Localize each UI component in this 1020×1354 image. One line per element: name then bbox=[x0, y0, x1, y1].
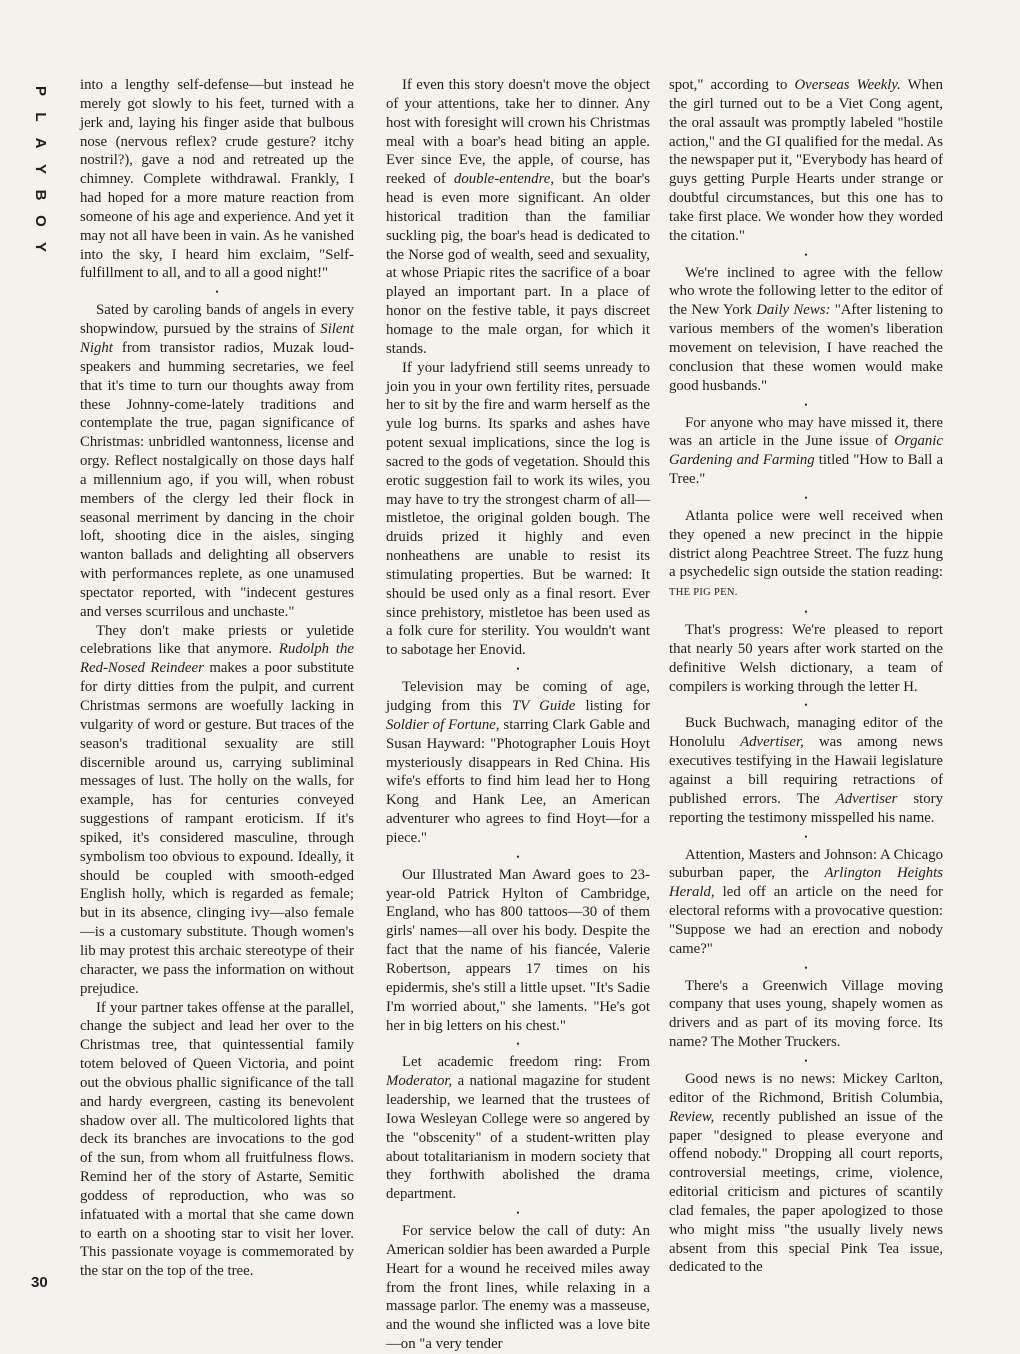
text: We're inclined to agree with the fellow who wrote the following letter to the editor of the New York bbox=[669, 264, 943, 319]
term-italic: double-entendre, bbox=[453, 171, 555, 188]
text: If even this story doesn't move the object of your attentions, take her to dinner. Any host with foresight will crown his Christmas meal with a boar's head biting an apple. Ever since Eve, the apple, of course, has reeked of bbox=[386, 77, 650, 188]
paragraph bbox=[669, 507, 943, 603]
text: was among news executives testifying in the Hawaii legislature against a bill requiring retractions of published errors. The bbox=[669, 734, 943, 807]
separator-bullet: • bbox=[804, 831, 808, 842]
masthead-letter: Y bbox=[32, 163, 49, 174]
text: Sated by caroling bands of angels in every shopwindow, pursued by the strains of bbox=[80, 302, 354, 338]
masthead-letter: L bbox=[32, 112, 49, 122]
separator-bullet: • bbox=[804, 700, 808, 711]
separator-bullet: • bbox=[804, 962, 808, 973]
paragraph bbox=[386, 1053, 650, 1204]
paragraph bbox=[669, 264, 943, 396]
separator-bullet: • bbox=[516, 851, 520, 862]
page-number: 30 bbox=[31, 1274, 48, 1291]
paragraph bbox=[386, 76, 650, 359]
text: but the boar's head is even more significant. An older historical tradition than the familiar suckling pig, the boar's head is dedicated to the Norse god of wealth, seed and sexuality, at whose Priapic rites the sacrifice of a boar played an important part. In a place of honor on the festive table, it pays discreet homage to the male organ, for which it stands. bbox=[386, 171, 650, 357]
text: Television may be coming of age, judging from this bbox=[386, 679, 650, 714]
title-italic: Rudolph the Red-Nosed Reindeer bbox=[80, 641, 354, 677]
column-3 bbox=[669, 76, 943, 1306]
title-italic: Organic Gardening and Farming bbox=[669, 433, 943, 469]
text: listing for bbox=[575, 698, 650, 714]
paragraph: into a lengthy self-defense—but instead he merely got slowly to his feet, turned with a jerk and, laying his finger aside that bulbous nose (nervous reflex? crude gesture? itchy nostril?), gave a nod and retreated up the chimney. Complete withdrawal. Frankly, I had hoped for a more mature reaction from someone of his age and experience. And yet it may not all have been in vain. As he vanished into the sky, I heard him exclaim, "Self-fulfillment to all, and to all a good night!" bbox=[80, 77, 354, 282]
title-italic: Daily News: bbox=[756, 302, 831, 319]
title-italic: TV Guide bbox=[511, 698, 576, 714]
separator-bullet: • bbox=[215, 287, 219, 298]
paragraph bbox=[669, 714, 943, 827]
separator-bullet: • bbox=[516, 1208, 520, 1219]
text: They don't make priests or yuletide celebrations like that anymore. bbox=[80, 622, 354, 658]
title-italic: Overseas Weekly. bbox=[794, 77, 901, 93]
title-italic: Advertiser, bbox=[740, 734, 804, 751]
text: For anyone who may have missed it, there was an article in the June issue of bbox=[669, 414, 943, 450]
separator-bullet: • bbox=[516, 1039, 520, 1050]
text: recently published an issue of the paper "designed to please everyone and offend nobody." Dropping all court reports, controversial meetings, crime, violence, editorial criticism and pictures of scantily clad females, the paper apologized to those who might miss "the usually lively news absent from this special Pink Tea issue, dedicated to the bbox=[669, 1108, 943, 1276]
text: spot," according to bbox=[669, 77, 795, 93]
title-italic: Advertiser bbox=[835, 790, 898, 807]
text: story reporting the testimony misspelled his name. bbox=[669, 790, 943, 826]
masthead-letter: P bbox=[32, 85, 49, 96]
masthead-letter: B bbox=[32, 189, 49, 201]
title-italic: Silent Night bbox=[80, 321, 354, 356]
masthead-playboy bbox=[27, 78, 53, 260]
title-italic: Moderator, bbox=[386, 1073, 453, 1090]
text: from transistor radios, Muzak loud-speakers and humming secretaries, we feel that it's time to turn our thoughts away from these Johnny-come-lately traditions and contemplate the true, pagan significance of Christmas: unbridled wantonness, license and orgy. Reflect nostalgically on those days half a millennium ago, if you will, when robust members of the clergy led their flock in seasonal merriment by dancing in the choir loft, shooting dice in the aisles, singing wanton ballads and delighting all observers with performances replete, as one unamused spectator reported, with "indecent gestures and verses scurrilous and unchaste." bbox=[80, 339, 354, 620]
separator-bullet: • bbox=[804, 607, 808, 618]
paragraph bbox=[669, 76, 943, 246]
masthead-letter: O bbox=[32, 215, 49, 227]
title-italic: Arlington Heights Herald, bbox=[669, 865, 943, 901]
small-caps-text: THE PIG PEN. bbox=[669, 587, 738, 599]
paragraph bbox=[669, 1070, 943, 1277]
separator-bullet: • bbox=[804, 249, 808, 260]
column-2 bbox=[386, 76, 650, 1353]
text: Atlanta police were well received when they opened a new precinct in the hippie district along Peachtree Street. The fuzz hung a psychedelic sign outside the station reading: bbox=[669, 507, 943, 581]
separator-bullet: • bbox=[804, 492, 808, 503]
paragraph: That's progress: We're pleased to report that nearly 50 years after work started on the definitive Welsh dictionary, a team of compilers is working through the letter H. bbox=[669, 622, 943, 695]
text: "After listening to various members of the women's liberation movement on television, I have reached the conclusion that these women would make good husbands." bbox=[669, 302, 943, 394]
paragraph: If your ladyfriend still seems unready to join you in your own fertility rites, persuade her to sit by the fire and warm herself as the yule log burns. Its sparks and ashes have potent sexual implications, since the log is sacred to the gods of vegetation. Should this erotic suggestion fail to work its wiles, you may have to try the strongest charm of all—mistletoe, the original golden bough. The druids prized it highly and even nonheathens are unable to resist its stimulating properties. But be warned: It should be used only as a final resort. Ever since prehistory, mistletoe has been used as a folk cure for sterility. You wouldn't want to sabotage her Enovid. bbox=[386, 359, 650, 659]
title-italic: Soldier of Fortune, bbox=[386, 716, 500, 733]
separator-bullet: • bbox=[516, 664, 520, 675]
text: a national magazine for student leadership, we learned that the trustees of Iowa Wesleyan College were so angered by the "obscenity" of a student-written play about totalitarianism in modern society that they forthwith abolished the drama department. bbox=[386, 1073, 650, 1203]
text: starring Clark Gable and Susan Hayward: "Photographer Louis Hoyt mysteriously disappears in Red China. His wife's efforts to find him lead her to Hong Kong and Hank Lee, an American adventurer who agrees to find Hoyt—for a piece." bbox=[386, 716, 650, 846]
masthead-letter: A bbox=[32, 137, 49, 149]
text: led off an article on the need for electoral reforms with a provocative question: "Suppose we had an erection and nobody came?" bbox=[669, 884, 943, 957]
separator-bullet: • bbox=[804, 1055, 808, 1066]
text: Let academic freedom ring: From bbox=[402, 1054, 650, 1071]
text: Buck Buchwach, managing editor of the Honolulu bbox=[669, 715, 943, 751]
text: When the girl turned out to be a Viet Cong agent, the oral assault was promptly labeled "hostile action," and the GI qualified for the medal. As the newspaper put it, "Everybody has heard of guys getting Purple Hearts under strange or doubtful circumstances, but this one has to take first place. We wonder how they worded the citation." bbox=[669, 77, 943, 244]
title-italic: Review, bbox=[669, 1108, 715, 1125]
paragraph bbox=[669, 414, 943, 489]
paragraph: For service below the call of duty: An American soldier has been awarded a Purple Heart for a wound he received miles away from the front lines, while relaxing in a massage parlor. The enemy was a masseuse, and the wound she inflicted was a love bite—on "a very tender bbox=[386, 1223, 650, 1353]
paragraph: Our Illustrated Man Award goes to 23-year-old Patrick Hylton of Cambridge, England, who has 800 tattoos—30 of them girls' names—all over his body. Despite the fact that the name of his fiancée, Valerie Robertson, appears 17 times on his epidermis, she's still a little upset. "It's Sadie I'm worried about," she laments. "He's got her in big letters on his chest." bbox=[386, 866, 650, 1034]
paragraph bbox=[80, 301, 354, 621]
paragraph bbox=[80, 622, 354, 999]
text: titled "How to Ball a Tree." bbox=[669, 452, 944, 488]
text: Attention, Masters and Johnson: A Chicago suburban paper, the bbox=[669, 846, 943, 882]
column-1 bbox=[80, 76, 354, 1306]
text: makes a poor substitute for dirty ditties from the pulpit, and current Christmas sermons are woefully lacking in vulgarity of word or gesture. But traces of the season's traditional sexuality are still discernible around us, carrying subliminal messages of lust. The holly on the walls, for example, has for centuries conveyed suggestions of rampant eroticism. If it's spiked, it's considered masculine, through symbolism too obvious to expound. Ideally, it should be coupled with smooth-edged English holly, which is regarded as female; but in its absence, clinging ivy—also female—is a customary substitute. Though women's lib may protest this archaic stereotype of their character, we pass the information on without prejudice. bbox=[80, 660, 355, 997]
paragraph bbox=[669, 846, 943, 959]
paragraph: If your partner takes offense at the parallel, change the subject and lead her over to the Christmas tree, that quintessential family totem beloved of Queen Victoria, and point out the obvious phallic significance of the tall and hardy evergreen, casting its benevolent shadow over all. The multicolored lights that deck its branches are invocations to the god of the sun, from whom all fruitfulness flows. Remind her of the story of Astarte, Semitic goddess of reproduction, who was so infatuated with a mortal that she came down to earth on a shooting star to visit her lover. This passionate voyage is commemorated by the star on the top of the tree. bbox=[80, 999, 354, 1280]
paragraph: There's a Greenwich Village moving company that uses young, shapely women as drivers and as part of its moving force. Its name? The Mother Truckers. bbox=[669, 977, 943, 1051]
separator-bullet: • bbox=[804, 399, 808, 410]
masthead-letter: Y bbox=[32, 241, 49, 252]
paragraph bbox=[386, 678, 650, 848]
text: Good news is no news: Mickey Carlton, editor of the Richmond, British Columbia, bbox=[669, 1070, 943, 1106]
